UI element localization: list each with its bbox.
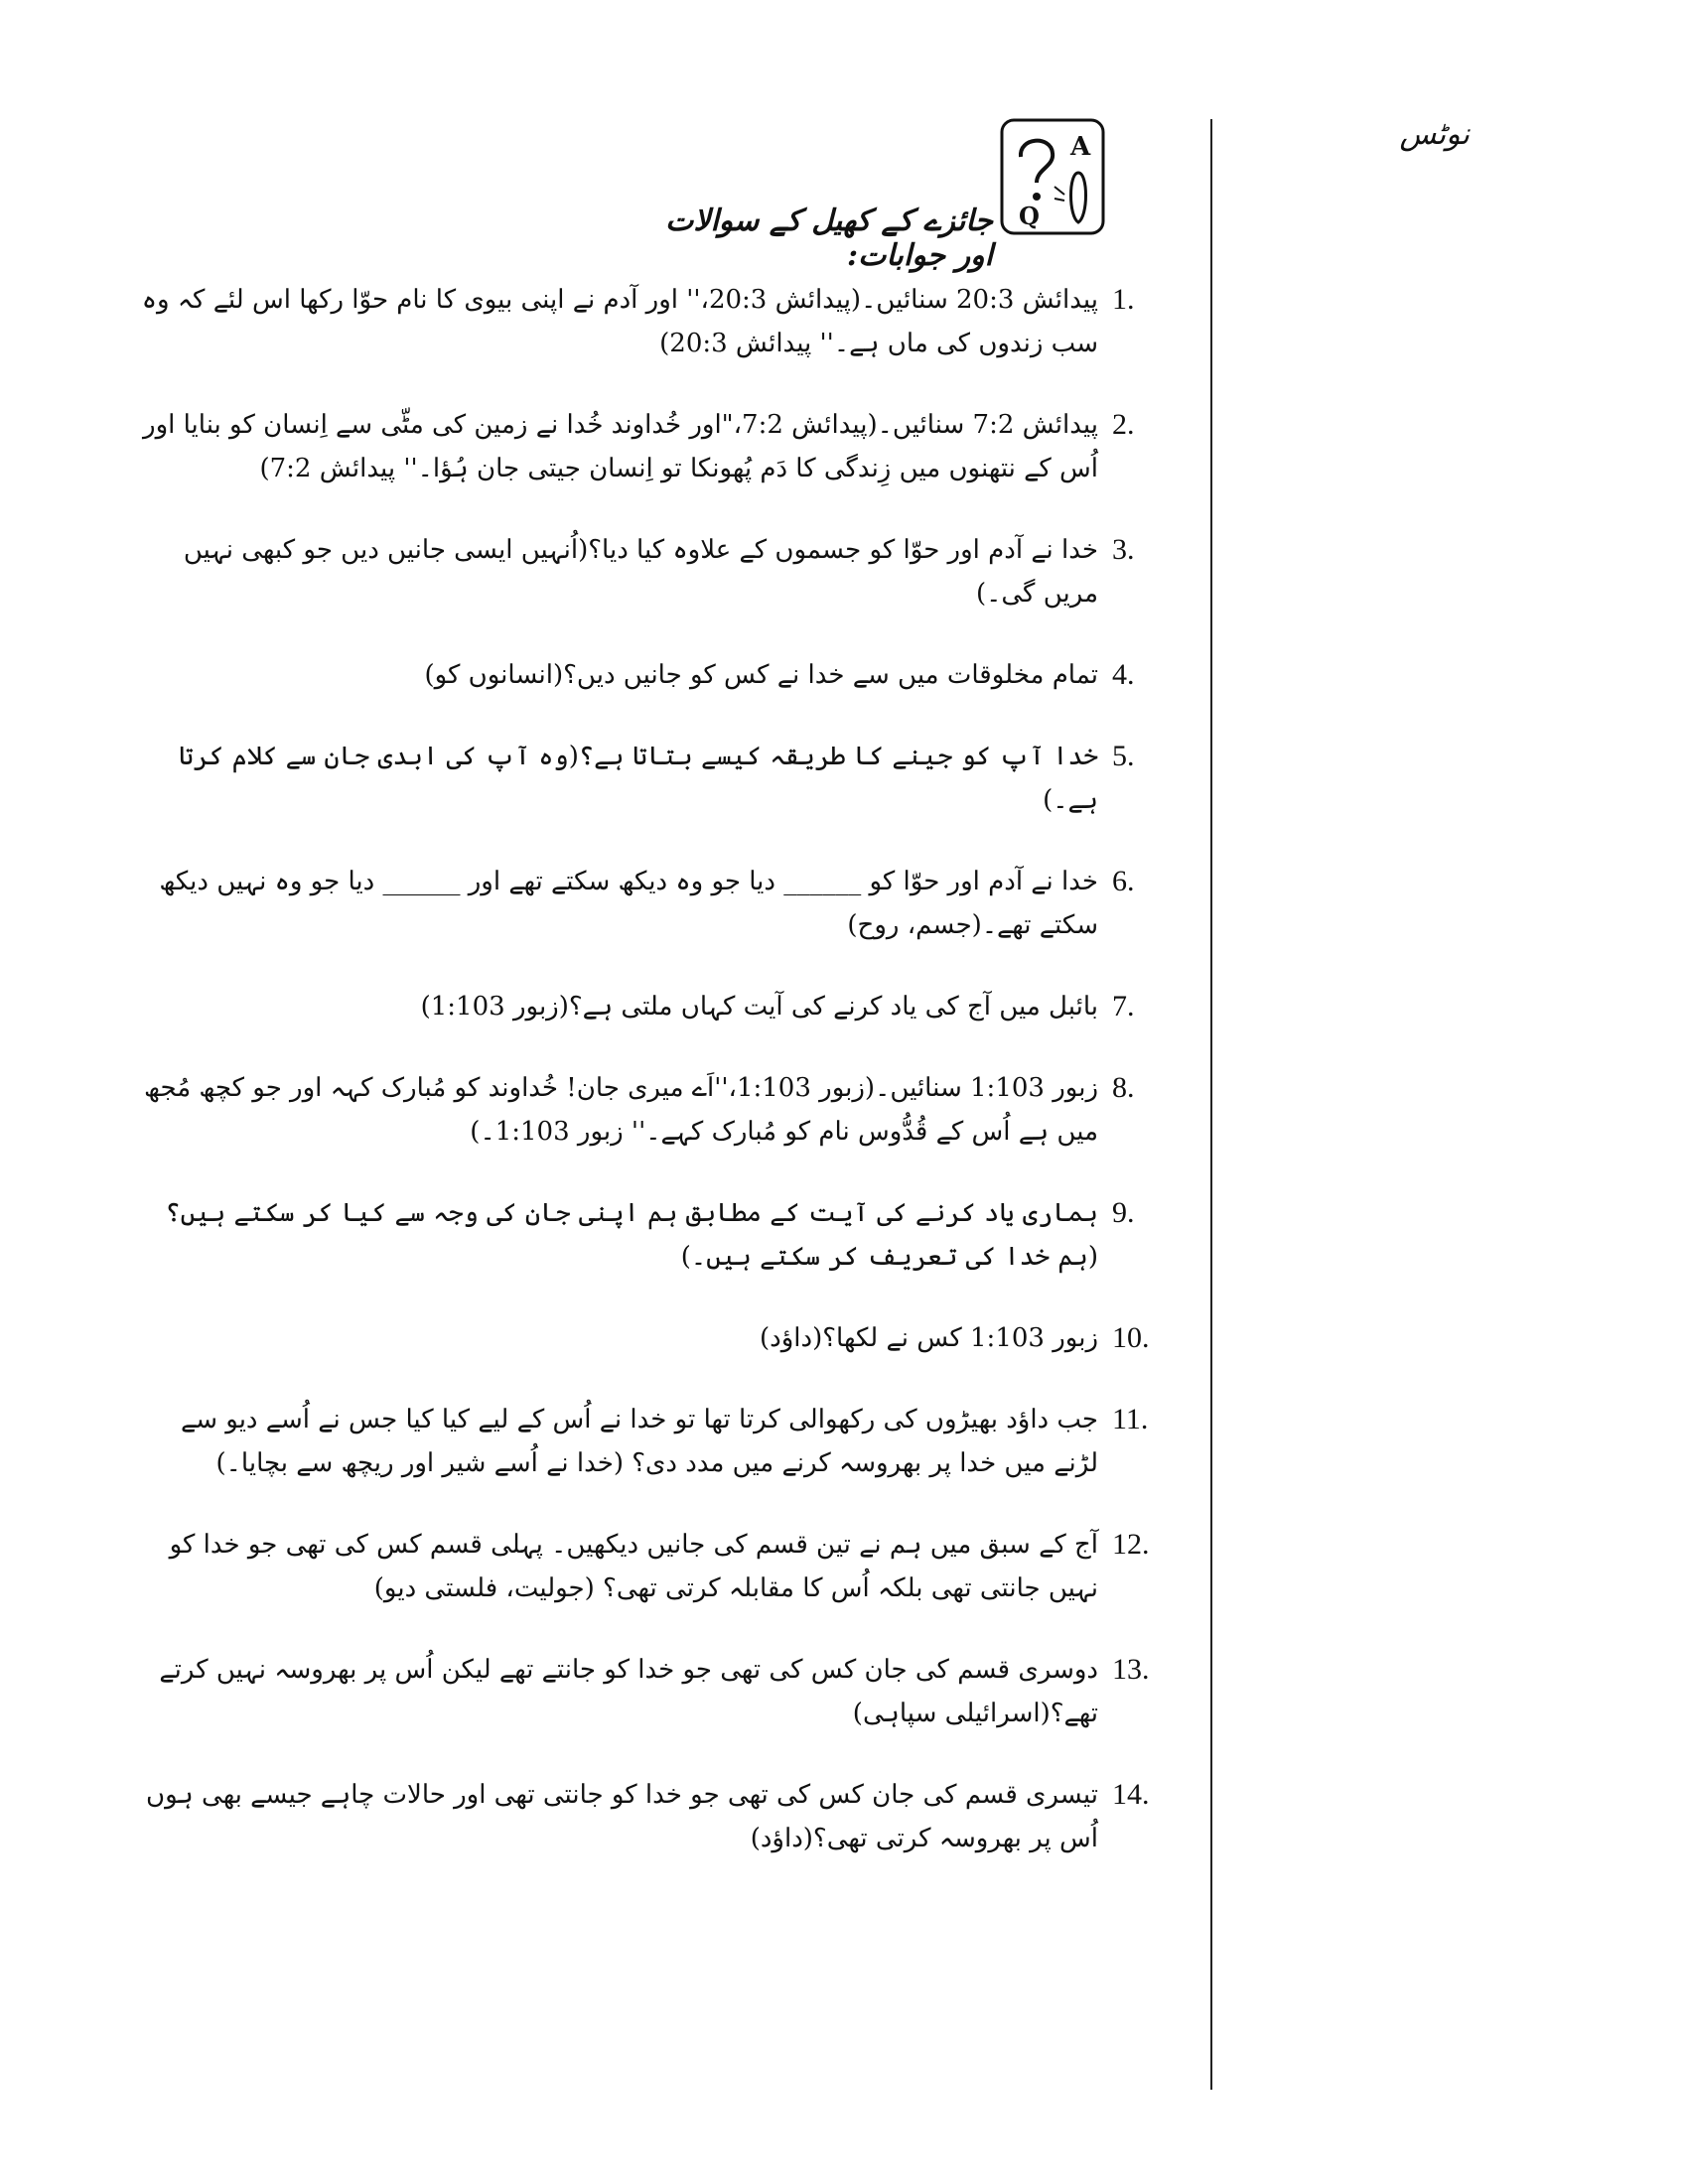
question-text: پیدائش 20:3 سنائیں۔(پیدائش 20:3،'' اور آدم نے اپنی بیوی کا نام حوّا رکھا اس لئے کہ وہ سب زندوں کی ماں ہے۔'' پیدائش 20:3): [141, 285, 1098, 358]
question-item: [139, 403, 1172, 490]
question-number: 7.: [1112, 990, 1135, 1023]
question-number: 5.: [1112, 740, 1135, 772]
column-divider: [1210, 119, 1212, 2090]
question-item: [139, 1523, 1172, 1610]
question-item: [139, 528, 1172, 615]
question-item: [139, 735, 1172, 822]
question-text: بائبل میں آج کی یاد کرنے کی آیت کہاں ملتی ہے؟(زبور 1:103): [420, 992, 1098, 1022]
question-number: 1.: [1112, 283, 1135, 316]
question-item: [139, 1191, 1172, 1279]
question-item: [139, 278, 1172, 365]
question-text: ہماری یاد کرنے کی آیت کے مطابق ہم اپنی جان کی وجہ سے کیا کر سکتے ہیں؟(ہم خدا کی تعریف کر سکتے ہیں۔): [165, 1198, 1098, 1272]
icon-letter-q: Q: [1019, 202, 1040, 230]
question-text: خدا نے آدم اور حوّا کو ______ دیا جو وہ دیکھ سکتے تھے اور ______ دیا جو وہ نہیں دیکھ سکتے تھے۔(جسم، روح): [159, 867, 1098, 940]
question-text: آج کے سبق میں ہم نے تین قسم کی جانیں دیکھیں۔ پہلی قسم کس کی تھی جو خدا کو نہیں جانتی تھی بلکہ اُس کا مقابلہ کرتی تھی؟ (جولیت، فلستی دیو): [169, 1530, 1098, 1603]
question-item: [139, 1398, 1172, 1485]
question-text: تیسری قسم کی جان کس کی تھی جو خدا کو جانتی تھی اور حالات چاہے جیسے بھی ہوں اُس پر بھروسہ کرتی تھی؟(داؤد): [146, 1780, 1098, 1853]
question-number: 10.: [1112, 1321, 1150, 1354]
question-answer-icon-graphic: [999, 117, 1106, 236]
question-text: زبور 1:103 سنائیں۔(زبور 1:103،''اَے میری جان! خُداوند کو مُبارک کہہ اور جو کچھ مُجھ میں ہے اُس کے قُدُّوس نام کو مُبارک کہے۔'' زبور 1:103۔): [144, 1073, 1098, 1147]
question-number: 8.: [1112, 1071, 1135, 1104]
question-item: [139, 860, 1172, 947]
question-item: [139, 1316, 1172, 1360]
question-text: خدا نے آدم اور حوّا کو جسموں کے علاوہ کیا دیا؟(اُنہیں ایسی جانیں دیں جو کبھی نہیں مریں گی۔): [183, 535, 1098, 609]
question-text: تمام مخلوقات میں سے خدا نے کس کو جانیں دیں؟(انسانوں کو): [424, 660, 1098, 690]
question-number: 11.: [1112, 1403, 1149, 1435]
question-item: [139, 985, 1172, 1028]
question-text: خدا آپ کو جینے کا طریقہ کیسے بتاتا ہے؟(وہ آپ کی ابدی جان سے کلام کرتا ہے۔): [178, 742, 1098, 815]
notes-heading: نوٹس: [1399, 117, 1470, 152]
question-text: جب داؤد بھیڑوں کی رکھوالی کرتا تھا تو خدا نے اُس کے لیے کیا کیا جس نے اُسے دیو سے لڑنے میں خدا پر بھروسہ کرنے میں مدد دی؟ (خدا نے اُسے شیر اور ریچھ سے بچایا۔): [180, 1405, 1098, 1478]
question-number: 6.: [1112, 865, 1135, 897]
question-text: زبور 1:103 کس نے لکھا؟(داؤد): [760, 1323, 1098, 1353]
question-number: 9.: [1112, 1196, 1135, 1229]
question-item: [139, 1773, 1172, 1860]
question-number: 12.: [1112, 1528, 1150, 1561]
questions-list: [139, 278, 1172, 1898]
question-number: 13.: [1112, 1653, 1150, 1686]
question-item: [139, 653, 1172, 697]
question-text: دوسری قسم کی جان کس کی تھی جو خدا کو جانتے تھے لیکن اُس پر بھروسہ نہیں کرتے تھے؟(اسرائیلی سپاہی): [159, 1655, 1098, 1728]
question-text: پیدائش 7:2 سنائیں۔(پیدائش 7:2،"اور خُداوند خُدا نے زمین کی مٹّی سے اِنسان کو بنایا اور اُس کے نتھنوں میں زِندگی کا دَم پُھونکا تو اِنسان جیتی جان ہُؤا۔'' پیدائش 7:2): [143, 410, 1098, 483]
question-number: 14.: [1112, 1778, 1150, 1811]
question-item: [139, 1648, 1172, 1735]
icon-letter-a: A: [1070, 132, 1091, 162]
question-number: 4.: [1112, 658, 1135, 691]
question-answer-icon: [999, 117, 1106, 236]
question-item: [139, 1066, 1172, 1154]
section-title: جائزے کے کھیل کے سوالات اور جوابات:: [665, 204, 993, 273]
question-number: 2.: [1112, 408, 1135, 441]
question-number: 3.: [1112, 533, 1135, 566]
